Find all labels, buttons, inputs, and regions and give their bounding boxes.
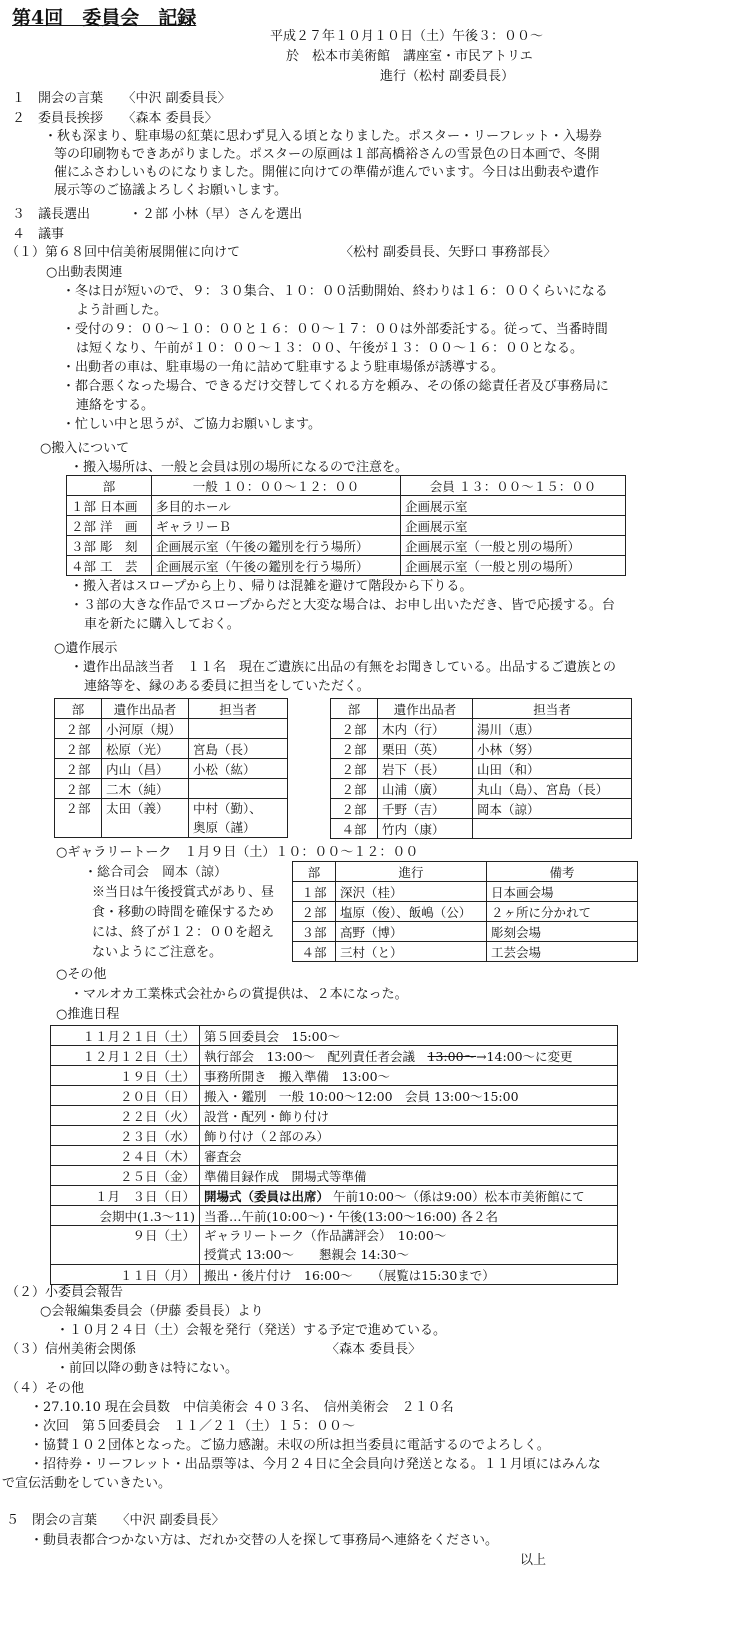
shutsudo-line: ・出動者の車は、駐車場の一角に詰めて駐車するよう駐車場係が誘導する。	[62, 360, 505, 375]
schedule-table	[50, 1025, 618, 1285]
hannyu-after-line: ・搬入者はスロープから上り、帰りは混雑を避けて階段から下りる。	[70, 579, 473, 594]
isaku-heading: ○遺作展示	[54, 641, 118, 656]
meeting-place: 於 松本市美術館 講座室・市民アトリエ	[286, 49, 533, 64]
schedule-event: 準備目録作成 開場式等準備	[200, 1166, 618, 1186]
agenda-item-3: （３）信州美術会関係	[6, 1342, 137, 1357]
closing-line: ・動員表都合つかない方は、だれか交替の人を探して事務局へ連絡をください。	[30, 1533, 499, 1548]
section-4: ４ 議事	[12, 227, 65, 242]
schedule-event: 搬入・鑑別 一般 10:00～12:00 会員 13:00～15:00	[200, 1086, 618, 1106]
table-cell	[189, 779, 288, 799]
isaku-table-left	[54, 698, 288, 838]
table-row	[55, 739, 288, 759]
table-row	[51, 1226, 618, 1265]
greeting-line: 展示等のご協議よろしくお願いします。	[54, 183, 287, 198]
agenda-item-1-presenters: 〈松村 副委員長、矢野口 事務部長〉	[340, 245, 557, 260]
table-cell: 岡本（諒）	[473, 799, 632, 819]
table-row	[67, 496, 626, 516]
schedule-event	[200, 1046, 618, 1066]
table-cell: ２部	[55, 719, 102, 739]
schedule-date: １月 ３日（日）	[51, 1186, 200, 1206]
shutsudo-line: は短くなり、午前が１０：００～１３：００、午後が１３：００～１６：００となる。	[76, 341, 584, 356]
table-cell: 岩下（長）	[378, 759, 473, 779]
end-mark: 以上	[520, 1553, 547, 1568]
hannyu-table	[66, 475, 626, 576]
other-item-line: ・次回 第５回委員会 １１／２１（土）１５：００～	[30, 1419, 356, 1434]
table-row	[51, 1026, 618, 1046]
table-row	[55, 779, 288, 799]
table-cell: 企画展示室	[401, 516, 626, 536]
hannyu-note: ・搬入場所は、一般と会員は別の場所になるので注意を。	[70, 460, 409, 475]
table-cell: 小河原（規）	[102, 719, 189, 739]
table-row	[331, 779, 632, 799]
schedule-event: 設営・配列・飾り付け	[200, 1106, 618, 1126]
greeting-line: ・秋も深まり、駐車場の紅葉に思わず見入る頃となりました。ポスター・リーフレット・入場券	[44, 129, 602, 144]
table-header-cell: 部	[293, 862, 336, 882]
section-5: ５ 閉会の言葉 〈中沢 副委員長〉	[6, 1513, 225, 1528]
schedule-date: １１日（月）	[51, 1265, 200, 1285]
table-cell: 山田（和）	[473, 759, 632, 779]
isaku-table-right	[330, 698, 632, 839]
struck-time: 13:00～	[427, 1048, 477, 1064]
table-cell: 太田（義）	[102, 799, 189, 838]
table-header-cell: 遺作出品者	[102, 699, 189, 719]
table-row	[55, 719, 288, 739]
table-cell: ２部 洋 画	[67, 516, 152, 536]
table-cell	[189, 799, 288, 838]
other-item-line: ・27.10.10 現在会員数 中信美術会 ４０３名、 信州美術会 ２１０名	[30, 1400, 454, 1415]
table-row	[51, 1146, 618, 1166]
table-row	[293, 942, 638, 962]
table-row	[331, 739, 632, 759]
gallery-note: ないようにご注意を。	[92, 945, 223, 960]
table-row	[51, 1206, 618, 1226]
other-item-line: ・招待券・リーフレット・出品票等は、今月２４日に全会員向け発送となる。１１月頃にはみんな	[30, 1457, 601, 1472]
table-row	[67, 536, 626, 556]
table-cell: １部 日本画	[67, 496, 152, 516]
opening-detail: 午前10:00～（係は9:00）松本市美術館にて	[329, 1188, 585, 1204]
table-header	[55, 699, 288, 719]
changed-time: →14:00～に変更	[476, 1048, 573, 1064]
isaku-line: 連絡等を、縁のある委員に担当をしていただく。	[84, 679, 370, 694]
table-row	[55, 799, 288, 838]
table-cell: 工芸会場	[487, 942, 638, 962]
table-cell: 湯川（恵）	[473, 719, 632, 739]
agenda-item-2: （２）小委員会報告	[6, 1285, 124, 1300]
schedule-event	[200, 1186, 618, 1206]
table-row	[55, 759, 288, 779]
schedule-date: ２３日（水）	[51, 1126, 200, 1146]
meeting-date: 平成２７年１０月１０日（土）午後３：００～	[270, 29, 544, 44]
table-header-cell: 会員 １３：００～１５：００	[401, 476, 626, 496]
table-cell: 内山（昌）	[102, 759, 189, 779]
greeting-line: 催にふさわしいものになりました。開催に向けての準備が進んでいます。今日は出動表や遺作	[54, 165, 599, 180]
table-header-cell: 備考	[487, 862, 638, 882]
table-cell: 企画展示室	[401, 496, 626, 516]
schedule-date: ９日（土）	[51, 1226, 200, 1265]
schedule-heading: ○推進日程	[56, 1007, 120, 1022]
table-row	[67, 516, 626, 536]
table-cell: ２部	[331, 779, 378, 799]
shutsudo-line: ・忙しい中と思うが、ご協力お願いします。	[62, 417, 321, 432]
schedule-date: 会期中(1.3～11)	[51, 1206, 200, 1226]
table-cell: ２部	[55, 739, 102, 759]
table-cell: ３部	[293, 922, 336, 942]
table-header	[331, 699, 632, 719]
table-cell: 宮島（長）	[189, 739, 288, 759]
schedule-event: 飾り付け（２部のみ）	[200, 1126, 618, 1146]
table-cell: ２部	[331, 799, 378, 819]
table-cell: 栗田（英）	[378, 739, 473, 759]
section-1: １ 開会の言葉 〈中沢 副委員長〉	[12, 91, 231, 106]
table-header	[293, 862, 638, 882]
page-title: 第4回 委員会 記録	[12, 7, 197, 29]
committee-report-line: ・１０月２４日（土）会報を発行（発送）する予定で進めている。	[56, 1323, 447, 1338]
table-cell: ３部 彫 刻	[67, 536, 152, 556]
table-cell: ２部	[331, 759, 378, 779]
table-header-cell: 部	[331, 699, 378, 719]
table-row	[51, 1166, 618, 1186]
table-cell: ２部	[331, 739, 378, 759]
gallery-heading: ○ギャラリートーク １月９日（土）１０：００～１２：００	[56, 845, 419, 860]
other-item-line: ・協賛１０２団体となった。ご協力感謝。未収の所は担当委員に電話するのでよろしく。	[30, 1438, 550, 1453]
table-cell: 企画展示室（一般と別の場所）	[401, 556, 626, 576]
table-cell: ２部	[55, 759, 102, 779]
table-row	[51, 1086, 618, 1106]
shutsudo-line: よう計画した。	[76, 303, 168, 318]
table-cell: 高野（博）	[336, 922, 487, 942]
gallery-note: ※当日は午後授賞式があり、昼	[92, 885, 275, 900]
table-header-cell: 一般 １０：００～１２：００	[152, 476, 401, 496]
gallery-note: には、終了が１２：００を超え	[92, 925, 275, 940]
section-2: ２ 委員長挨拶 〈森本 委員長〉	[12, 111, 218, 126]
table-cell: 小林（努）	[473, 739, 632, 759]
meeting-chair: 進行（松村 副委員長）	[380, 69, 515, 84]
table-cell: 企画展示室（一般と別の場所）	[401, 536, 626, 556]
schedule-event-text: 授賞式 13:00～ 懇親会 14:30～	[204, 1247, 409, 1262]
table-row	[293, 922, 638, 942]
hannyu-heading: ○搬入について	[40, 441, 130, 456]
schedule-date: １１月２１日（土）	[51, 1026, 200, 1046]
table-cell: ２ヶ所に分かれて	[487, 902, 638, 922]
agenda-item-4: （４）その他	[6, 1381, 85, 1396]
schedule-event: 搬出・後片付け 16:00～ （展覧は15:30まで）	[200, 1265, 618, 1285]
table-cell-text: 中村（勤）、	[193, 801, 262, 816]
table-cell: 深沢（桂）	[336, 882, 487, 902]
committee-report-heading: ○会報編集委員会（伊藤 委員長）より	[40, 1304, 264, 1319]
agenda-item-1: （１）第６８回中信美術展開催に向けて	[6, 245, 241, 260]
isaku-line: ・遺作出品該当者 １１名 現在ご遺族に出品の有無をお聞きしている。出品するご遺族との	[70, 660, 617, 675]
table-cell: ２部	[55, 779, 102, 799]
shutsudo-line: ・都合悪くなった場合、できるだけ交替してくれる方を頼み、その係の総責任者及び事務局に	[62, 379, 609, 394]
table-row	[51, 1066, 618, 1086]
table-header-cell: 部	[55, 699, 102, 719]
table-cell	[189, 719, 288, 739]
table-cell: ２部	[55, 799, 102, 838]
table-cell: 木内（行）	[378, 719, 473, 739]
schedule-event-text: ギャラリートーク（作品講評会） 10:00～	[204, 1228, 447, 1243]
table-cell: 小松（紘）	[189, 759, 288, 779]
gallery-line: ・総合司会 岡本（諒）	[84, 865, 228, 880]
table-cell: １部	[293, 882, 336, 902]
hannyu-after-line: ・３部の大きな作品でスロープからだと大変な場合は、お申し出いただき、皆で応援する。台	[70, 598, 615, 613]
table-row	[293, 882, 638, 902]
schedule-event: 審査会	[200, 1146, 618, 1166]
table-cell: 竹内（康）	[378, 819, 473, 839]
table-cell: 山浦（廣）	[378, 779, 473, 799]
schedule-date: ２２日（火）	[51, 1106, 200, 1126]
table-row	[293, 902, 638, 922]
table-cell: ４部	[293, 942, 336, 962]
table-cell: ２部	[293, 902, 336, 922]
schedule-event: 事務所開き 搬入準備 13:00～	[200, 1066, 618, 1086]
shutsudo-line: ・受付の９：００～１０：００と１６：００～１７：００は外部委託する。従って、当番時間	[62, 322, 608, 337]
table-cell-text: 奥原（謹）	[193, 820, 256, 835]
table-row	[331, 799, 632, 819]
schedule-event	[200, 1226, 618, 1265]
table-row	[331, 819, 632, 839]
schedule-date: １２月１２日（土）	[51, 1046, 200, 1066]
other-line: ・マルオカ工業株式会社からの賞提供は、２本になった。	[70, 987, 408, 1002]
table-cell: ４部 工 芸	[67, 556, 152, 576]
table-row	[67, 556, 626, 576]
table-cell: 塩原（俊）、飯嶋（公）	[336, 902, 487, 922]
shutsudo-line: 連絡をする。	[76, 398, 155, 413]
table-header-cell: 担当者	[189, 699, 288, 719]
table-header	[67, 476, 626, 496]
table-cell: 千野（吉）	[378, 799, 473, 819]
schedule-event: 当番…午前(10:00～)・午後(13:00～16:00) 各２名	[200, 1206, 618, 1226]
table-cell: 企画展示室（午後の鑑別を行う場所）	[152, 556, 401, 576]
agenda-item-3-presenter: 〈森本 委員長〉	[326, 1342, 422, 1357]
table-cell: 日本画会場	[487, 882, 638, 902]
gallery-table	[292, 861, 638, 962]
table-row	[51, 1126, 618, 1146]
table-cell: 三村（と）	[336, 942, 487, 962]
table-row	[51, 1106, 618, 1126]
schedule-date: ２４日（木）	[51, 1146, 200, 1166]
section-3: ３ 議長選出 ・２部 小林（早）さんを選出	[12, 207, 303, 222]
schedule-date: ２５日（金）	[51, 1166, 200, 1186]
greeting-line: 等の印刷物もできあがりました。ポスターの原画は１部高橋裕さんの雪景色の日本画で、冬開	[54, 147, 600, 162]
table-row	[51, 1186, 618, 1206]
table-header-cell: 部	[67, 476, 152, 496]
table-cell: 多目的ホール	[152, 496, 401, 516]
shutsudo-heading: ○出動表関連	[46, 265, 123, 280]
table-cell: 彫刻会場	[487, 922, 638, 942]
other-item-line: で宣伝活動をしていきたい。	[2, 1476, 172, 1491]
table-cell: 企画展示室（午後の鑑別を行う場所）	[152, 536, 401, 556]
schedule-date: ２０日（日）	[51, 1086, 200, 1106]
hannyu-after-line: 車を新たに購入しておく。	[84, 617, 240, 632]
gallery-note: 食・移動の時間を確保するため	[92, 905, 275, 920]
table-cell: 丸山（島）、宮島（長）	[473, 779, 632, 799]
table-cell: 松原（光）	[102, 739, 189, 759]
opening-ceremony: 開場式（委員は出席）	[204, 1188, 330, 1204]
table-header-cell: 遺作出品者	[378, 699, 473, 719]
schedule-event-text: 執行部会 13:00～ 配列責任者会議	[204, 1048, 428, 1064]
shinshu-line: ・前回以降の動きは特にない。	[56, 1361, 239, 1376]
schedule-date: １９日（土）	[51, 1066, 200, 1086]
other-heading: ○その他	[56, 967, 107, 982]
table-header-cell: 担当者	[473, 699, 632, 719]
schedule-event: 第５回委員会 15:00～	[200, 1026, 618, 1046]
table-cell: ギャラリーＢ	[152, 516, 401, 536]
table-cell: ４部	[331, 819, 378, 839]
table-row	[331, 719, 632, 739]
table-header-cell: 進行	[336, 862, 487, 882]
table-row	[331, 759, 632, 779]
table-row	[51, 1046, 618, 1066]
table-cell: 二木（純）	[102, 779, 189, 799]
table-cell	[473, 819, 632, 839]
table-row	[51, 1265, 618, 1285]
table-cell: ２部	[331, 719, 378, 739]
shutsudo-line: ・冬は日が短いので、９：３０集合、１０：００活動開始、終わりは１６：００くらいになる	[62, 284, 608, 299]
